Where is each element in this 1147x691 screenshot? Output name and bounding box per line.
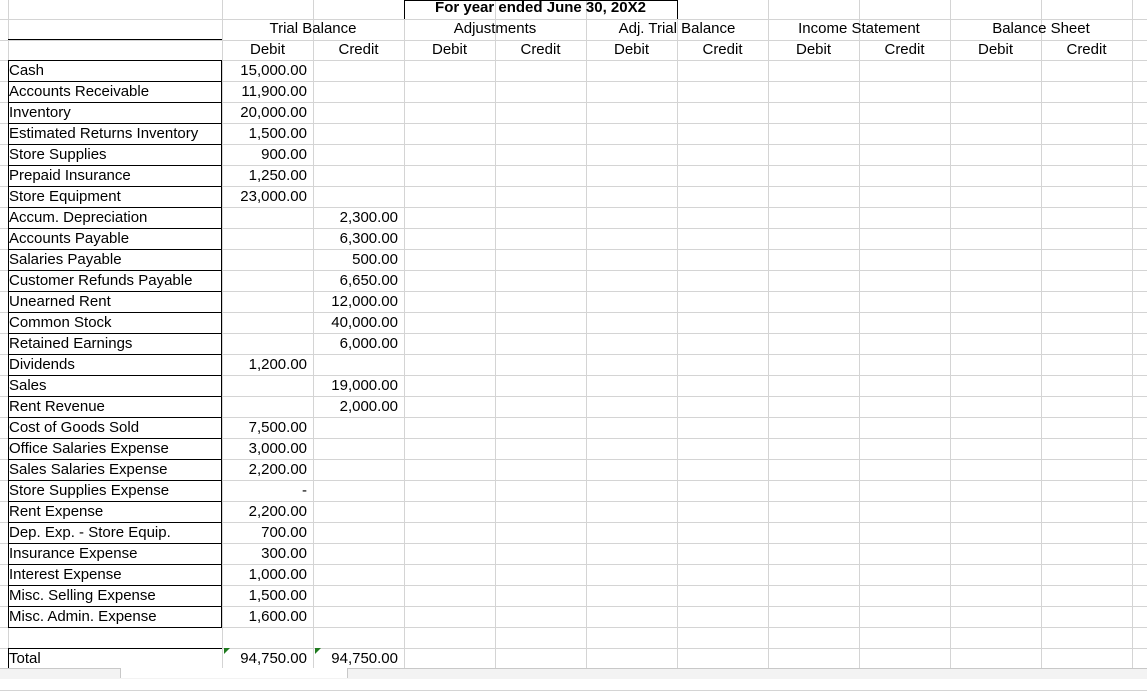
error-indicator-icon [224, 648, 230, 654]
title-border-right [677, 0, 678, 19]
tb-debit-cell[interactable] [222, 229, 313, 250]
error-indicator-icon [315, 648, 321, 654]
tb-credit-cell[interactable] [313, 355, 404, 376]
gridline-v [586, 0, 587, 668]
debit-header: Debit [431, 41, 468, 58]
gridline-v [495, 0, 496, 668]
group-header: Trial Balance [269, 20, 357, 37]
credit-header: Credit [702, 41, 743, 58]
credit-header: Credit [1066, 41, 1107, 58]
account-name: Accum. Depreciation [9, 209, 148, 226]
tb-debit-cell[interactable]: 11,900.00 [241, 83, 307, 100]
tb-debit-cell[interactable]: 15,000.00 [240, 62, 307, 79]
tb-debit-cell[interactable]: 1,500.00 [248, 587, 307, 604]
tb-credit-cell[interactable]: 2,000.00 [339, 398, 398, 415]
total-debit[interactable]: 94,750.00 [240, 650, 307, 667]
tb-credit-cell[interactable]: 6,650.00 [339, 272, 398, 289]
group-header: Income Statement [798, 20, 920, 37]
tb-debit-cell[interactable] [222, 334, 313, 355]
tb-credit-cell[interactable]: 12,000.00 [331, 293, 398, 310]
account-name: Store Supplies Expense [9, 482, 170, 499]
tb-credit-cell[interactable] [313, 607, 404, 628]
tb-credit-cell[interactable] [313, 460, 404, 481]
tb-debit-cell[interactable]: 3,000.00 [248, 440, 307, 457]
tb-debit-cell[interactable]: 7,500.00 [248, 419, 307, 436]
tb-debit-cell[interactable] [222, 376, 313, 397]
account-name: Cash [9, 62, 45, 79]
debit-header: Debit [249, 41, 286, 58]
credit-header: Credit [884, 41, 925, 58]
account-name: Dividends [9, 356, 75, 373]
group-header: Balance Sheet [992, 20, 1090, 37]
tb-debit-cell[interactable]: 1,500.00 [248, 125, 307, 142]
account-name: Accounts Receivable [9, 83, 150, 100]
gridline-v [950, 0, 951, 668]
tb-credit-cell[interactable] [313, 61, 404, 82]
account-name: Inventory [9, 104, 71, 121]
tb-debit-cell[interactable] [222, 397, 313, 418]
credit-header: Credit [338, 41, 379, 58]
tb-credit-cell[interactable] [313, 187, 404, 208]
account-name: Customer Refunds Payable [9, 272, 193, 289]
tb-debit-cell[interactable]: 700.00 [261, 524, 307, 541]
tb-debit-cell[interactable] [222, 250, 313, 271]
tb-credit-cell[interactable] [313, 481, 404, 502]
account-name: Misc. Selling Expense [9, 587, 156, 604]
account-name: Common Stock [9, 314, 112, 331]
tb-credit-cell[interactable]: 6,300.00 [339, 230, 398, 247]
account-name: Salaries Payable [9, 251, 122, 268]
period-title: For year ended June 30, 20X2 [435, 0, 646, 16]
tb-debit-cell[interactable]: 23,000.00 [240, 188, 307, 205]
account-name: Prepaid Insurance [9, 167, 131, 184]
account-name: Sales Salaries Expense [9, 461, 168, 478]
gridline-v [677, 0, 678, 668]
debit-header: Debit [613, 41, 650, 58]
tb-debit-cell[interactable]: 300.00 [261, 545, 307, 562]
tb-debit-cell[interactable]: 1,250.00 [248, 167, 307, 184]
border-top [8, 39, 222, 40]
gridline-v [404, 0, 405, 668]
tb-credit-cell[interactable] [313, 166, 404, 187]
credit-header: Credit [520, 41, 561, 58]
tb-credit-cell[interactable] [313, 82, 404, 103]
tb-credit-cell[interactable] [313, 418, 404, 439]
tb-debit-cell[interactable]: 1,600.00 [248, 608, 307, 625]
group-header: Adj. Trial Balance [618, 20, 736, 37]
gridline-v [1132, 0, 1133, 668]
tb-debit-cell[interactable]: 1,200.00 [248, 356, 307, 373]
sheet-tab-worksheet[interactable] [120, 668, 348, 678]
tb-credit-cell[interactable] [313, 565, 404, 586]
tb-credit-cell[interactable] [313, 439, 404, 460]
tb-credit-cell[interactable]: 6,000.00 [339, 335, 398, 352]
account-name: Misc. Admin. Expense [9, 608, 157, 625]
tb-debit-cell[interactable]: 1,000.00 [248, 566, 307, 583]
account-name: Retained Earnings [9, 335, 133, 352]
account-name: Estimated Returns Inventory [9, 125, 199, 142]
account-name: Rent Expense [9, 503, 104, 520]
gridline-v [1041, 0, 1042, 668]
tb-debit-cell[interactable]: 20,000.00 [240, 104, 307, 121]
tb-debit-cell[interactable]: - [302, 482, 307, 499]
tb-credit-cell[interactable]: 500.00 [352, 251, 398, 268]
group-header: Adjustments [453, 20, 537, 37]
tb-debit-cell[interactable] [222, 208, 313, 229]
tb-credit-cell[interactable]: 19,000.00 [331, 377, 398, 394]
total-label: Total [9, 650, 41, 667]
account-name: Rent Revenue [9, 398, 105, 415]
gridline-v [859, 0, 860, 668]
tb-credit-cell[interactable]: 2,300.00 [339, 209, 398, 226]
tb-credit-cell[interactable] [313, 544, 404, 565]
tb-debit-cell[interactable] [222, 292, 313, 313]
tb-debit-cell[interactable]: 900.00 [261, 146, 307, 163]
account-name: Accounts Payable [9, 230, 130, 247]
tb-debit-cell[interactable]: 2,200.00 [248, 461, 307, 478]
account-name: Store Equipment [9, 188, 121, 205]
debit-header: Debit [977, 41, 1014, 58]
debit-header: Debit [795, 41, 832, 58]
tb-credit-cell[interactable]: 40,000.00 [331, 314, 398, 331]
account-name: Store Supplies [9, 146, 107, 163]
tb-credit-cell[interactable] [313, 103, 404, 124]
tb-credit-cell[interactable] [313, 124, 404, 145]
tb-debit-cell[interactable] [222, 313, 313, 334]
account-name: Office Salaries Expense [9, 440, 169, 457]
tb-debit-cell[interactable] [222, 271, 313, 292]
gridline-v [768, 0, 769, 668]
tb-credit-cell[interactable] [313, 586, 404, 607]
account-name: Insurance Expense [9, 545, 138, 562]
tb-credit-cell[interactable] [313, 502, 404, 523]
account-name: Dep. Exp. - Store Equip. [9, 524, 171, 541]
tb-credit-cell[interactable] [313, 145, 404, 166]
account-name: Interest Expense [9, 566, 122, 583]
tb-credit-cell[interactable] [313, 523, 404, 544]
account-name: Unearned Rent [9, 293, 111, 310]
account-name: Sales [9, 377, 47, 394]
tb-debit-cell[interactable]: 2,200.00 [248, 503, 307, 520]
account-name: Cost of Goods Sold [9, 419, 140, 436]
total-credit[interactable]: 94,750.00 [331, 650, 398, 667]
